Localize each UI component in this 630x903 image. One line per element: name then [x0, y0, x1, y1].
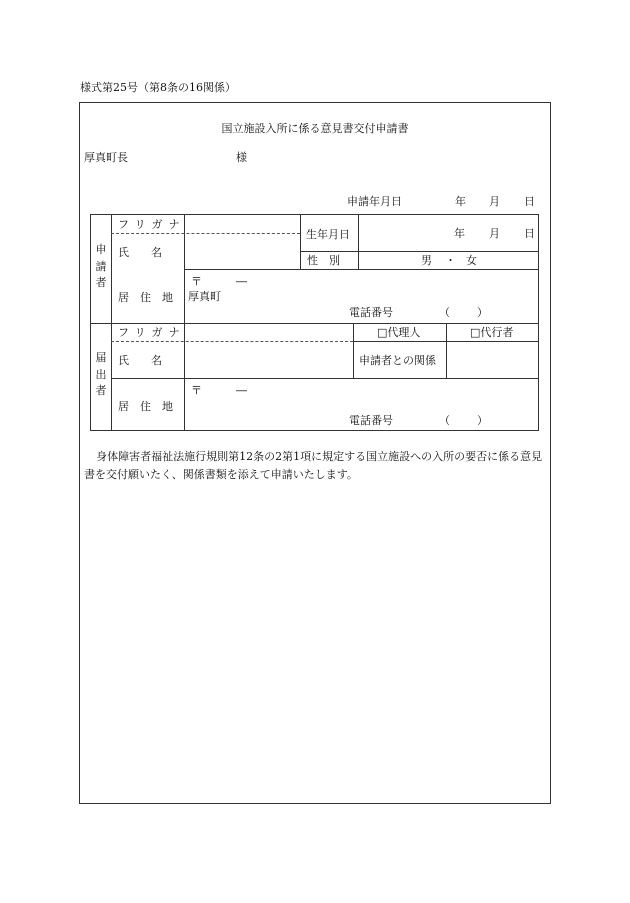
- declaration-statement: 身体障害者福祉法施行規則第12条の2第1項に規定する国立施設への入所の要否に係る意見書を交付願いたく、関係書類を添えて申請いたします。: [84, 450, 543, 481]
- sex-address-divider: [184, 269, 539, 270]
- relation-label-divider-right: [446, 324, 447, 379]
- birth-day[interactable]: 日: [524, 227, 535, 240]
- birth-month[interactable]: 月: [489, 227, 500, 240]
- applicant-section-label: 申 請 者: [95, 243, 107, 289]
- relation-label-divider-left: [353, 324, 354, 379]
- sex-label: 性 別: [307, 254, 340, 267]
- notifier-address-label: 居 住 地: [118, 400, 173, 413]
- relation-field[interactable]: [449, 344, 537, 376]
- notifier-postal-dash: ―: [236, 384, 247, 397]
- application-date-year[interactable]: 年: [455, 195, 466, 208]
- birthdate-label-divider-right: [358, 215, 359, 270]
- applicant-phone-label: 電話番号: [349, 306, 393, 319]
- applicant-furigana-field[interactable]: [187, 219, 299, 232]
- applicant-phone-paren-open: （: [439, 306, 450, 319]
- notifier-furigana-field[interactable]: [187, 327, 351, 340]
- application-date-label: 申請年月日: [347, 195, 402, 208]
- applicant-phone-paren-close: ）: [477, 306, 488, 319]
- birthdate-label: 生年月日: [306, 228, 350, 241]
- options-relation-divider: [353, 341, 539, 342]
- notifier-name-field[interactable]: [187, 344, 351, 376]
- applicant-name-field[interactable]: [187, 237, 299, 267]
- application-date-month[interactable]: 月: [489, 195, 500, 208]
- notifier-phone-paren-open: （: [439, 414, 450, 427]
- sex-separator: ・: [445, 254, 456, 267]
- addressee-name: 厚真町長: [84, 151, 128, 164]
- relation-label: 申請者との関係: [359, 354, 436, 367]
- sex-male-option[interactable]: 男: [421, 254, 432, 267]
- notifier-phone-label: 電話番号: [349, 414, 393, 427]
- applicant-postal-mark: 〒: [191, 275, 202, 288]
- form-reference: 様式第25号（第8条の16関係）: [80, 81, 236, 94]
- section-divider: [91, 323, 539, 324]
- applicant-furigana-label: フリガナ: [118, 218, 186, 231]
- notifier-name-label: 氏 名: [118, 354, 162, 367]
- notifier-section-label: 届 出 者: [95, 351, 107, 397]
- applicant-name-label: 氏 名: [118, 246, 162, 259]
- application-date-day[interactable]: 日: [524, 195, 535, 208]
- applicant-address-town: 厚真町: [188, 290, 221, 303]
- application-table: [90, 214, 539, 431]
- notifier-phone-paren-close: ）: [477, 414, 488, 427]
- form-title: 国立施設入所に係る意見書交付申請書: [221, 122, 409, 135]
- birthdate-label-divider-left: [300, 215, 301, 270]
- addressee-honorific: 様: [236, 151, 247, 164]
- applicant-furigana-divider: [111, 233, 300, 234]
- agent-checkbox[interactable]: □代理人: [377, 326, 421, 339]
- notifier-name-address-divider: [111, 378, 539, 379]
- applicant-address-label: 居 住 地: [118, 291, 173, 304]
- sex-female-option[interactable]: 女: [466, 254, 477, 267]
- notifier-postal-mark: 〒: [191, 384, 202, 397]
- notifier-furigana-divider: [111, 341, 353, 342]
- notifier-furigana-label: フリガナ: [118, 326, 186, 339]
- applicant-postal-dash: ―: [236, 275, 247, 288]
- proxy-checkbox[interactable]: □代行者: [470, 326, 514, 339]
- birth-year[interactable]: 年: [454, 227, 465, 240]
- birthdate-sex-divider: [300, 251, 539, 252]
